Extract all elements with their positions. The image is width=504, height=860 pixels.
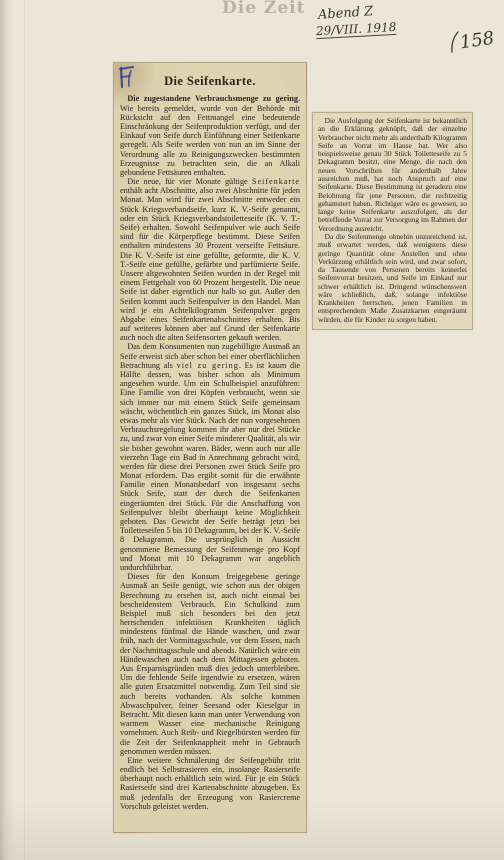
continuation-clipping — [312, 112, 473, 330]
article-clipping — [113, 62, 307, 833]
paragraph-text: . Es ist kaum die Hälfte dessen, was bisher schon als Minimum angesehen wurde. Um ein Schulbeispiel anzuführen: Eine Familie von drei Köpfen verbraucht, wenn sie sich immer nur mit einem Stück Seife gemeinsam wäscht, wöchentlich ein ganzes Stück, im Monat also etwas mehr als vier Stück. Nach der nun vorgesehenen Verbrauchsregelung kommen ihr aber nur drei Stücke zu, und zwar von einer Seife minderer Qualität, als wir sie bisher gewohnt waren. Bäder, wenn auch nur alle vierzehn Tage ein Bad in Anrechnung gebracht wird, werden für diese drei Personen zwei Stück Seife pro Monat erfordern. Das ergibt somit für die erwähnte Familie einen Monatsbedarf von insgesamt sechs Stück Seife, statt der durch die Seifenkarten eingeräumten drei Stück. Für die Anschaffung von Seifenpulver bleibt überhaupt keine Möglichkeit geboten. Das Gewicht der Seife beträgt jetzt bei Toiletteseifen 5 bis 10 Dekagramm, bei der K. V.-Seife 8 Dekagramm. Die ursprünglich in Aussicht genommene Bemessung der Seifenmenge pro Kopf und Monat mit 10 Dekagramm war angeblich undurchführbar. — [120, 360, 300, 572]
continuation-body — [318, 117, 467, 325]
handwritten-edition: Abend Z — [317, 4, 374, 23]
paragraph-text: enthält acht Abschnitte, also zwei Abschnitte für jeden Monat. Man wird für zwei Abschnitte entweder ein Stück Kriegsverbandseife, kurz K. V.-Seife genannt, oder ein Stück Kriegsverbandstoiletteseife (K. V. T.-Seife) erhalten. Sowohl Seifenpulver wie auch Seife sind für die Körperpflege bestimmt. Diese Seifen enthalten mindestens 30 Prozent verseifte Fettsäure. Die K. V.-Seife ist eine gefüllte, geformte, die K. V. T.-Seife eine gefüllte, gefärbte und parfümierte Seife. Unsere altgewohnten Seifen wurden in der Regel mit einem Fettgehalt von 60 Prozent hergestellt. Die neue Seife ist daher eigentlich nur halb so gut. Außer den Seifen kommt auch Seifenpulver in den Handel. Man wird je ein Achtelkilogramm Seifenpulver gegen Abgabe eines Seifenkartenabschnittes erhalten. Bis auf weiteres können aber auf Grund der Seifenkarte auch noch die alten Seifensorten gekauft werden. — [120, 186, 300, 343]
article-paragraph: Da die Seifenmenge ohnehin unzureichend ist, muß erwartet werden, daß wenigstens diese geringe Quantität ohne Anstellen und ohne Verkürzung erhältlich sein wird, und zwar sofort, da Tausende von Personen bereits keinerlei Seifenvorrat besitzen, und Seife im Einkauf nur schwer erhältlich ist. Dringend wünschenswert wäre schließlich, daß, solange infektiöse Krankheiten herrschen, jenen Familien in entsprechendem Maße Zusatzkarten eingeräumt würden, die für Kinder zu sorgen haben. — [318, 231, 467, 324]
handwritten-archive-number: 158 — [458, 27, 496, 54]
sheet-fold-line — [24, 0, 25, 860]
newspaper-masthead: Die Zeit — [222, 0, 306, 18]
spaced-emphasis: viel zu gering — [176, 360, 239, 370]
blue-pencil-mark-icon — [116, 64, 140, 90]
article-paragraph — [120, 177, 300, 342]
article-body — [120, 94, 300, 826]
spaced-emphasis: Seifenkarte — [251, 177, 300, 187]
paragraph-text: Das dem Konsumenten nun zugebilligte Ausmaß an Seife erweist sich aber schon bei einer oberflächlichen Betrachtung als — [120, 342, 300, 370]
paragraph-text: Wie bereits gemeldet, wurde von der Behörde mit Rücksicht auf den Fettmangel eine bedeutende Einschränkung der Seifenproduktion verfügt, und der Einkauf von Seife durch Einführung einer Seifenkarte geregelt. Als Seife werden von nun an im Sinne der Verordnung alle zu Reinigungszwecken bestimmten Erzeugnisse zu betrachten sein, die an Alkali gebundene Fettsäuren enthalten. — [120, 103, 300, 177]
article-title: Die Seifenkarte. — [164, 74, 256, 88]
article-paragraph: Die Ausfolgung der Seifenkarte ist bekanntlich an die Erklärung geknüpft, daß der einzelne Verbraucher nicht mehr als anderthalb Kilogramm Seife an Vorrat im Hause hat. Wer also beispielsweise genau 30 Stück Toiletteseife zu 5 Dekagramm besitzt, eine Menge, die nach den neuen Vorschriften für anderthalb Jahre ausreichen muß, hat noch Anspruch auf eine Seifenkarte. Diese Bestimmung ist geradezu eine Belohnung für jene Personen, die rechtzeitig gehamstert haben. Richtiger wäre es gewesen, so lange keine Seifenkarte auszufolgen, als der betreffende Vorrat zur Versorgung im Rahmen der Verordnung ausreicht. — [318, 117, 467, 233]
article-paragraph — [120, 94, 300, 177]
article-paragraph: Dieses für den Konsum freigegebene geringe Ausmaß an Seife genügt, wie schon aus der obigen Berechnung zu ersehen ist, auch nicht einmal bei bescheidenstem Verbrauch. Ein Schulkind zum Beispiel muß sich besonders bei den jetzt herrschenden infektiösen Krankheiten täglich mindestens fünfmal die Hände waschen, und zwar früh, nach der Vormittagsschule, vor dem Essen, nach der Nachmittagsschule und abends. Natürlich wäre ein Händewaschen auch nach dem Mittagessen geboten. Aus Ersparnisgründen muß dies jedoch unterbleiben. Um die fehlende Seife irgendwie zu ersetzen, wären alle guten Ersatzmittel notwendig. Zum Teil sind sie auch bereits vorhanden. Als solche kommen Abwaschpulver, feiner Seesand oder Kieselgur in Betracht. Mit diesen kann man unter Verwendung von warmem Wasser eine mechanische Reinigung vornehmen. Auch Reib- und Riegelbürsten werden für die Zeit der Seifenknappheit mehr in Gebrauch genommen werden müssen. — [120, 572, 300, 756]
paragraph-lead: Die zugestandene Verbrauchsmenge zu gering. — [127, 94, 300, 104]
article-paragraph — [120, 342, 300, 572]
paragraph-text: Die neue, für vier Monate gültige — [127, 177, 248, 187]
handwritten-date: 29/VIII. 1918 — [315, 19, 397, 39]
article-paragraph: Eine weitere Schmälerung der Seifengebühr tritt endlich bei Selbstrasieren ein, insolange Rasierseife überhaupt noch erhältlich sein wird. Für je ein Stück Rasierseife sind drei Kartenabschnitte abzugeben. Es muß jedenfalls der Erzeugung von Rasiercreme Vorschub geleistet werden. — [120, 755, 300, 811]
